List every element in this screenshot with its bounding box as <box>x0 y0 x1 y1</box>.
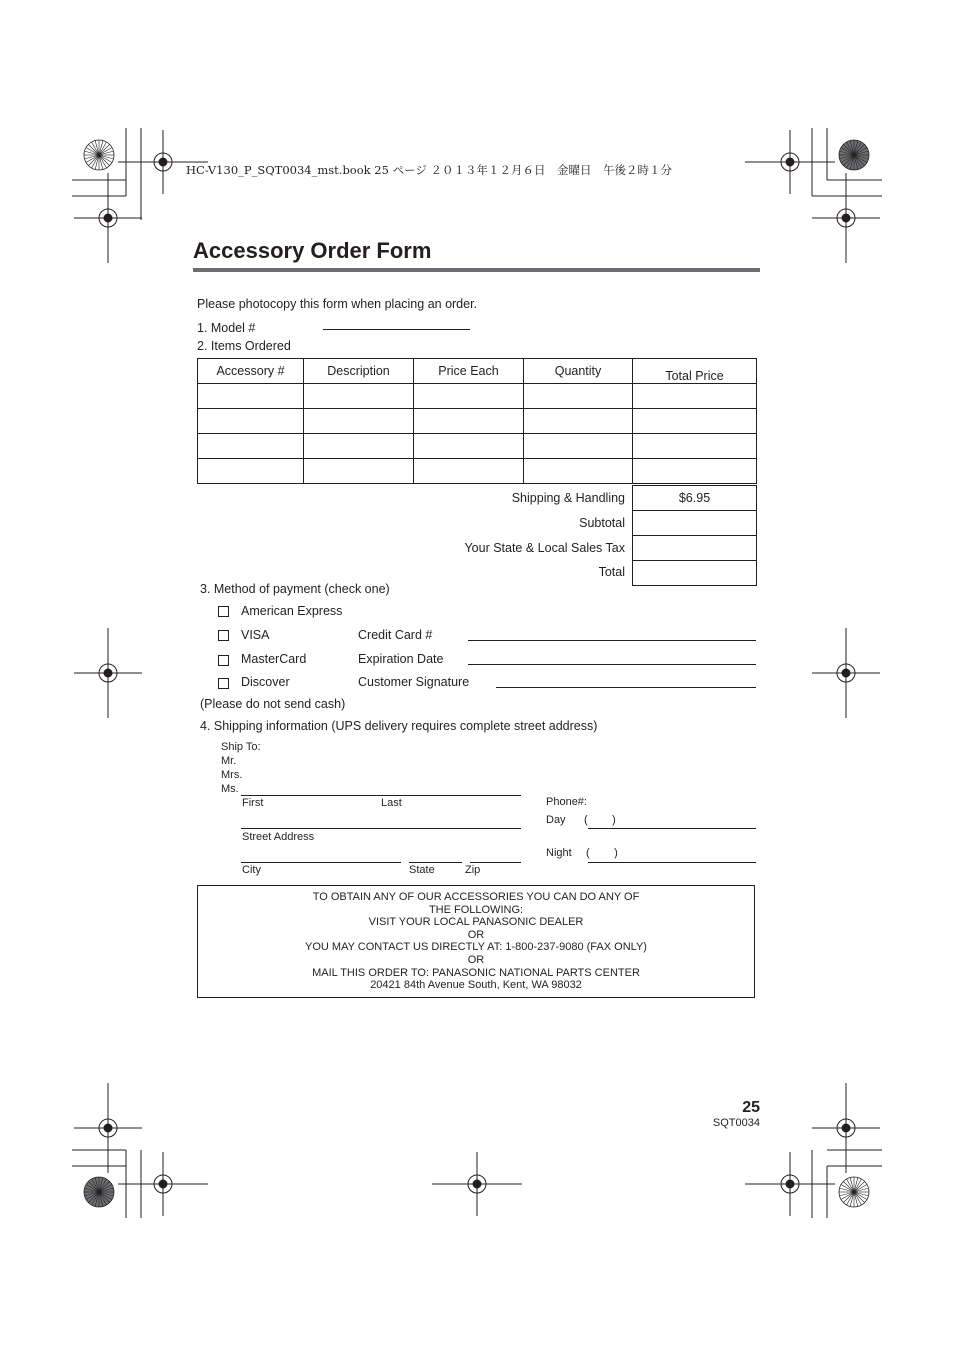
city-label: City <box>242 864 261 876</box>
table-cell[interactable] <box>304 384 414 409</box>
table-cell[interactable] <box>198 459 304 484</box>
col-header: Quantity <box>524 359 633 384</box>
info-line: MAIL THIS ORDER TO: PANASONIC NATIONAL PARTS CENTER <box>312 966 640 979</box>
table-row <box>198 459 757 484</box>
tax-field[interactable] <box>632 535 757 561</box>
zip-field[interactable] <box>470 862 521 863</box>
night-phone-field[interactable] <box>588 862 756 863</box>
credit-card-label: Credit Card # <box>358 628 433 642</box>
mastercard-checkbox[interactable] <box>218 655 229 666</box>
info-line: VISIT YOUR LOCAL PANASONIC DEALER <box>368 916 584 929</box>
first-label: First <box>242 797 264 809</box>
table-cell[interactable] <box>198 384 304 409</box>
night-label: Night <box>546 847 572 859</box>
phone-label: Phone#: <box>546 796 587 808</box>
col-header: Total Price <box>633 359 757 384</box>
state-field[interactable] <box>409 862 462 863</box>
items-label: 2. Items Ordered <box>197 339 291 353</box>
table-row <box>198 409 757 434</box>
model-label: 1. Model # <box>197 321 256 335</box>
print-header-line: HC-V130_P_SQT0034_mst.book 25 ページ ２０１３年１２月６日 金曜日 午後２時１分 <box>186 163 672 177</box>
payment-heading: 3. Method of payment (check one) <box>200 582 390 596</box>
subtotal-label: Subtotal <box>579 516 625 530</box>
info-line: OR <box>467 953 485 966</box>
page-title: Accessory Order Form <box>193 238 432 263</box>
table-cell[interactable] <box>198 434 304 459</box>
state-label: State <box>409 864 435 876</box>
table-row <box>198 384 757 409</box>
ms-label: Ms. <box>221 783 239 795</box>
table-cell[interactable] <box>633 384 757 409</box>
ship-to-label: Ship To: <box>221 741 261 753</box>
last-label: Last <box>381 797 402 809</box>
expiration-label: Expiration Date <box>358 652 444 666</box>
col-header: Description <box>304 359 414 384</box>
table-cell[interactable] <box>304 409 414 434</box>
visa-checkbox[interactable] <box>218 630 229 641</box>
shipping-heading: 4. Shipping information (UPS delivery requires complete street address) <box>200 719 598 733</box>
tax-label: Your State & Local Sales Tax <box>464 541 625 555</box>
discover-checkbox[interactable] <box>218 678 229 689</box>
shipping-value: $6.95 <box>632 485 757 511</box>
table-cell[interactable] <box>304 459 414 484</box>
info-line: THE FOLLOWING: <box>428 903 524 916</box>
info-line: TO OBTAIN ANY OF OUR ACCESSORIES YOU CAN DO ANY OF <box>312 891 640 903</box>
page-number: 25 <box>742 1099 760 1116</box>
amex-checkbox[interactable] <box>218 606 229 617</box>
table-cell[interactable] <box>524 384 633 409</box>
zip-label: Zip <box>465 864 481 876</box>
table-cell[interactable] <box>524 434 633 459</box>
col-header: Accessory # <box>198 359 304 384</box>
title-rule <box>193 268 760 272</box>
info-line: OR <box>467 928 485 941</box>
table-cell[interactable] <box>414 459 524 484</box>
table-cell[interactable] <box>633 409 757 434</box>
table-cell[interactable] <box>304 434 414 459</box>
model-field[interactable] <box>323 329 470 330</box>
mastercard-label: MasterCard <box>241 652 307 666</box>
day-label: Day <box>546 814 566 826</box>
city-field[interactable] <box>241 862 401 863</box>
col-header: Price Each <box>414 359 524 384</box>
night-area-code: ( ) <box>586 847 618 859</box>
intro-text: Please photocopy this form when placing an order. <box>197 297 478 311</box>
table-row <box>198 434 757 459</box>
table-cell[interactable] <box>414 384 524 409</box>
table-cell[interactable] <box>524 459 633 484</box>
table-cell[interactable] <box>414 434 524 459</box>
amex-label: American Express <box>241 604 343 618</box>
table-cell[interactable] <box>414 409 524 434</box>
expiration-field[interactable] <box>468 664 756 665</box>
table-cell[interactable] <box>633 459 757 484</box>
subtotal-field[interactable] <box>632 510 757 536</box>
no-cash-note: (Please do not send cash) <box>200 697 346 711</box>
street-field[interactable] <box>241 828 521 829</box>
day-phone-field[interactable] <box>588 828 756 829</box>
signature-field[interactable] <box>496 687 756 688</box>
name-field[interactable] <box>241 795 521 796</box>
table-header-row <box>198 359 757 384</box>
street-label: Street Address <box>242 831 315 843</box>
info-line: YOU MAY CONTACT US DIRECTLY AT: 1-800-237-9080 (FAX ONLY) <box>305 941 647 954</box>
table-cell[interactable] <box>524 409 633 434</box>
day-area-code: ( ) <box>584 814 616 826</box>
discover-label: Discover <box>241 675 290 689</box>
total-field[interactable] <box>632 560 757 586</box>
doc-code: SQT0034 <box>712 1117 760 1129</box>
total-label: Total <box>598 565 625 579</box>
info-line: 20421 84th Avenue South, Kent, WA 98032 <box>370 979 582 992</box>
table-cell[interactable] <box>198 409 304 434</box>
credit-card-field[interactable] <box>468 640 756 641</box>
signature-label: Customer Signature <box>358 675 470 689</box>
mrs-label: Mrs. <box>221 769 243 781</box>
visa-label: VISA <box>241 628 270 642</box>
ordering-info-box <box>197 885 755 998</box>
table-cell[interactable] <box>633 434 757 459</box>
mr-label: Mr. <box>221 755 237 767</box>
items-table <box>197 358 757 484</box>
shipping-label: Shipping & Handling <box>511 491 625 505</box>
